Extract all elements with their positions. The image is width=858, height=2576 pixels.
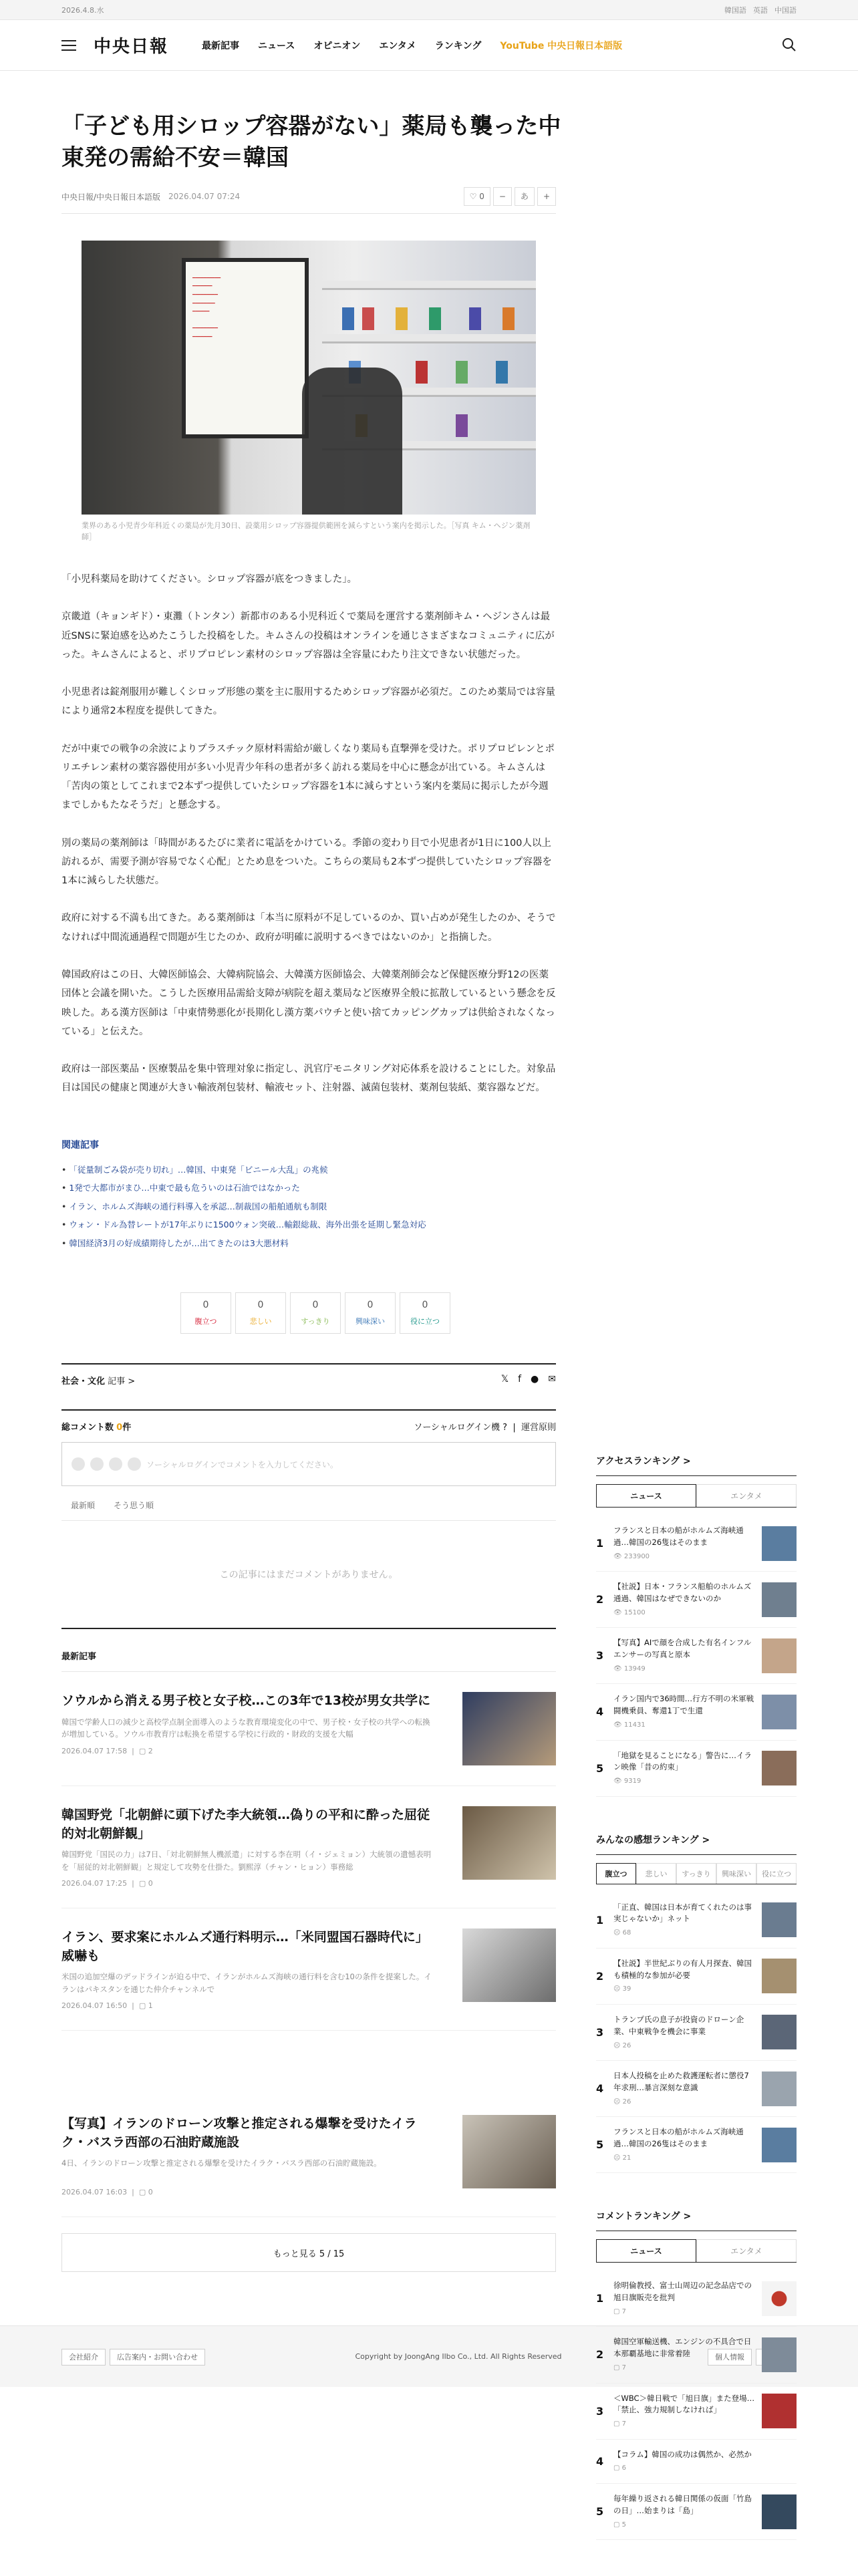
nav-news[interactable]: ニュース [258,40,295,51]
tab-helpful[interactable]: 役に立つ [756,1863,797,1884]
related-link[interactable]: • 1発で大都市がまひ…中東で最も危ういのは石油ではなかった [61,1179,556,1197]
news-desc: 米国の追加空爆のデッドラインが迫る中で、イランがホルムズ海峡の通行料を含む10の条件を提案した。イランはパキスタンを通じた仲介チャンネルで [61,1972,432,1994]
mail-share-icon[interactable]: ✉ [548,1374,556,1385]
article-tools [464,187,556,206]
office-chair [302,368,402,515]
current-date: 2026.4.8.水 [61,5,104,15]
section-bar [61,1363,556,1387]
sidebar [596,1454,797,2576]
related-link[interactable]: • 韓国経済3月の好成績期待したが…出てきたのは3大悪材料 [61,1234,556,1253]
comment-icon: ▢ [138,1879,146,1888]
sort-agree[interactable]: そう思う順 [114,1501,154,1511]
footer-link-ads[interactable]: 広告案内・お問い合わせ [110,2349,205,2366]
related-title: 関連記事 [61,1139,99,1151]
pharmacy-notice: ━━━━━━━━━━ ━━━━━━━ ━━━━━━━━━ ━━━━━━━━ ━━━━━━ ━━━━━━━━━ ━━━━━━━ [182,258,309,438]
latest-title: 最新記事 [61,1649,556,1672]
tab-interesting[interactable]: 興味深い [716,1863,756,1884]
comment-section [61,1409,556,1629]
footer-link-company[interactable]: 会社紹介 [61,2349,106,2366]
comment-icon: ▢ [138,2001,146,2011]
ranking-item[interactable]: 4 イラン国内で36時間…行方不明の米軍戦闘機乗員、奪還1丁で生還 👁 11431 [596,1684,797,1740]
nav-latest[interactable]: 最新記事 [202,40,240,51]
nav-youtube[interactable]: YouTube 中央日報日本語版 [500,40,623,51]
ranking-item[interactable]: 1 「正直、韓国は日本が育てくれたのは事実じゃないか」ネット ☹ 68 [596,1892,797,1949]
comment-icon: ▢ [138,1746,146,1755]
comment-count: 0 [116,1423,123,1433]
article-header [61,71,797,214]
tab-news[interactable]: ニュース [596,2239,696,2262]
news-desc: 韓国野党「国民の力」は7日、「対北朝鮮無人機派遣」に対する李在明（イ・ジェミョン）大統領の遺憾表明を「屈従的対北朝鮮観」と規定して攻勢を仕掛た。劉熙淳（チャン・ヒョン）事務総 [61,1850,432,1872]
news-thumbnail[interactable] [462,1928,556,2002]
access-ranking-title[interactable]: アクセスランキング > [596,1454,797,1476]
paragraph: 別の薬局の薬剤師は「時間があるたびに業者に電話をかけている。季節の変わり目で小児患者が1日に100人以上訪れるが、需要予測が容易でなく心配」とため息をついた。こちらの薬局も2本ずつ提供していたシロップ容器を1本に減らした状態だ。 [61,837,552,887]
reaction-buttons [180,1292,797,1334]
comment-placeholder: ソーシャルログインでコメントを入力してください。 [146,1459,338,1469]
news-title[interactable]: ソウルから消える男子校と女子校…この3年で13校が男女共学に [61,1693,431,1709]
x-login-icon[interactable] [72,1457,85,1471]
social-login-label[interactable]: ソーシャルログイン機 ? [414,1423,508,1433]
reaction-sad[interactable]: 0 悲しい [235,1292,286,1334]
tab-entertainment[interactable]: エンタメ [696,2239,797,2262]
article-meta [61,191,556,214]
section-link[interactable]: 社会・文化 記事 > [61,1377,136,1387]
paragraph: 政府に対する不満も出てきた。ある薬剤師は「本当に原料が不足しているのか、買い占めが発生したのか、そうでなければ中間流通過程で問題が生じたのか、政府が明確に説明するべきではないのか」と指摘した。 [61,913,556,943]
ranking-item[interactable]: 2 【社説】日本・フランス船舶のホルムズ通過、韓国はなぜできないのか 👁 15100 [596,1572,797,1628]
chat-share-icon[interactable]: ● [531,1374,539,1385]
policy-link[interactable]: 運営原則 [521,1423,556,1433]
comment-empty-message: この記事にはまだコメントがありません。 [61,1521,556,1629]
tab-entertainment[interactable]: エンタメ [696,1484,797,1507]
related-link[interactable]: • イラン、ホルムズ海峡の通行料導入を承認…制裁国の船舶通航も制限 [61,1197,556,1216]
news-title[interactable]: イラン、要求案にホルムズ通行料明示…「米同盟国石器時代に」威嚇も [61,1930,428,1963]
font-increase-button[interactable]: + [537,187,556,206]
reaction-helpful[interactable]: 0 役に立つ [400,1292,450,1334]
copyright: Copyright by JoongAng Ilbo Co., Ltd. All Rights Reserved [355,2352,562,2362]
related-link[interactable]: • ウォン・ドル為替レートが17年ぶりに1500ウォン突破…輸銀総裁、海外出張を延期し緊急対応 [61,1215,556,1234]
access-ranking [596,1454,797,1797]
language-links [718,5,797,15]
ranking-item[interactable]: 5 毎年繰り返される韓日関係の仮面「竹島の日」…始まりは「島」 ▢ 5 [596,2484,797,2540]
chat-login-icon[interactable] [109,1457,122,1471]
byline: 中央日報/中央日報日本語版 [61,192,161,202]
photo-caption: 業界のある小児青少年科近くの薬局が先月30日、設薬用シロップ容器提供範囲を減らすという案内を掲示した。［写真 キム・ヘジン薬剤師］ [82,521,531,542]
news-item[interactable]: 【写真】イランのドローン攻撃と推定される爆撃を受けたイラク・バスラ西部の石油貯蔵施設 4日、イランのドローン攻撃と推定される爆撃を受けたイラク・バスラ西部の石油貯蔵施設。 2026.04.07 16:03 | ▢ 0 [61,2095,556,2217]
ranking-item[interactable]: 3 ＜WBC＞韓日戦で「旭日旗」また登場…「禁止、強力規制しなければ」 ▢ 7 [596,2384,797,2440]
lang-link-en[interactable]: 英語 [753,5,768,15]
font-size-label: あ [515,187,535,206]
ranking-item[interactable]: 4 【コラム】韓国の成功は偶然か、必然か ▢ 6 [596,2440,797,2484]
ranking-item[interactable]: 3 トランプ氏の息子が投資のドローン企業、中東戦争を機会に事業 ☹ 26 [596,2005,797,2061]
top-bar [0,0,858,20]
paragraph: 京畿道（キョンギド）・東灘（トンタン）新都市のある小児科近くで薬局を運営する薬剤師キム・ヘジンさんは最近SNSに緊迫感を込めたこうした投稿をした。キムさんの投稿はオンラインを通じさまざまなコミュニティに広がった。キムさんによると、ポリプロピレン素材のシロップ容器は全容量にわたり注文できない状態だった。 [61,611,555,660]
reaction-interesting[interactable]: 0 興味深い [345,1292,396,1334]
emotion-ranking [596,1833,797,2174]
nav-opinion[interactable]: オピニオン [313,40,361,51]
article-photo [82,241,536,515]
ranking-item[interactable]: 4 日本人投稿を止めた救護運転者に懲役7年求刑…暴言深刻な意識 ☹ 26 [596,2061,797,2117]
article-figure [82,241,536,543]
lang-link-zh[interactable]: 中国語 [774,5,797,15]
yahoo-login-icon[interactable] [128,1457,141,1471]
comment-input[interactable] [61,1442,556,1486]
ranking-item[interactable]: 2 韓国空軍輸送機、エンジンの不具合で日本那覇基地に非常着陸 ▢ 7 [596,2327,797,2383]
news-item[interactable]: 韓国野党「北朝鮮に頭下げた李大統領…偽りの平和に酔った屈従的対北朝鮮観」 韓国野党「国民の力」は7日、「対北朝鮮無人機派遣」に対する李在明（イ・ジェミョン）大統領の遺憾表明を「屈従的対北朝鮮観」と規定して攻勢を仕掛た。劉熙淳（チャン・ヒョン）事務総 2026.04.07 17:25 | ▢ 0 [61,1786,556,1908]
like-count: 0 [479,191,484,201]
font-decrease-button[interactable]: − [493,187,512,206]
paragraph: 「小児科薬局を助けてください。シロップ容器が底をつきました」。 [61,574,357,585]
search-icon[interactable] [782,37,797,52]
tab-angry[interactable]: 腹立つ [596,1863,636,1884]
sort-latest[interactable]: 最新順 [71,1501,96,1511]
reaction-relieved[interactable]: 0 すっきり [290,1292,341,1334]
ranking-item[interactable]: 5 フランスと日本の船がホルムズ海峡通過…韓国の26隻はそのまま ☹ 21 [596,2117,797,2173]
comment-header: 総コメント数 0件 ソーシャルログイン機 ? | 運営原則 [61,1423,556,1433]
tab-sad[interactable]: 悲しい [636,1863,676,1884]
facebook-share-icon[interactable]: f [518,1374,522,1385]
news-thumbnail[interactable] [462,2115,556,2188]
news-title[interactable]: 韓国野党「北朝鮮に頭下げた李大統領…偽りの平和に酔った屈従的対北朝鮮観」 [61,1808,430,1841]
x-share-icon[interactable]: 𝕏 [500,1374,509,1385]
news-item[interactable]: ソウルから消える男子校と女子校…この3年で13校が男女共学に 韓国で学齢人口の減少と高校学点制全面導入のような教育環境変化の中で、男子校・女子校の共学への転換が増加している。ソウル市教育庁は転換を希望する学校に行政的・財政的支援を大幅 2026.04.07 17:58 | ▢ 2 [61,1672,556,1786]
article-body [61,570,556,1098]
footer-link-privacy[interactable]: 個人情報 [708,2349,752,2366]
publish-date: 2026.04.07 07:24 [168,192,241,202]
comment-sort-tabs [61,1499,556,1521]
lang-link-ko[interactable]: 韓国語 [724,5,746,15]
global-nav [0,20,858,71]
nav-entertainment[interactable]: エンタメ [379,40,416,51]
paragraph: 政府は一部医薬品・医療製品を集中管理対象に指定し、汎官庁モニタリング対応体系を設けることにした。対象品目は国民の健康と関連が大きい輸液剤包装材、輸液セット、注射器、滅菌包装材、薬剤包装紙、薬容器などだ。 [61,1064,556,1094]
paragraph: だが中東での戦争の余波によりプラスチック原材料需給が厳しくなり薬局も直撃弾を受けた。ポリプロピレンとポリエチレン素材の薬容器使用が多い小児青少年科の患者が多く訪れる薬局を中心に懸念が出ている。キムさんは「苦肉の策としてこれまで2本ずつ提供していたシロップ容器を1本に減らすという案内を薬局に掲示したが今週までしかもたなそうだ」と懸念する。 [61,743,555,811]
news-desc: 韓国で学齢人口の減少と高校学点制全面導入のような教育環境変化の中で、男子校・女子校の共学への転換が増加している。ソウル市教育庁は転換を希望する学校に行政的・財政的支援を大幅 [61,1717,430,1739]
share-buttons [501,1374,556,1387]
tab-news[interactable]: ニュース [596,1484,696,1507]
load-more-button[interactable]: もっと見る 5 / 15 [61,2233,556,2272]
like-button[interactable]: ♡ 0 [464,187,490,206]
news-thumbnail[interactable] [462,1806,556,1880]
ranking-item[interactable]: 2 【社説】半世紀ぶりの有人月探査、韓国も積極的な参加が必要 ☹ 39 [596,1949,797,2005]
nav-ranking[interactable]: ランキング [434,40,482,51]
comment-icon: ▢ [138,2188,146,2197]
article-headline: 「子ども用シロップ容器がない」薬局も襲った中東発の需給不安＝韓国 [61,113,561,171]
ranking-item[interactable]: 5 「地獄を見ることになる」警告に…イラン映像「昔の約束」 👁 9319 [596,1741,797,1797]
ranking-item[interactable]: 1 フランスと日本の船がホルムズ海峡通過…韓国の26隻はそのまま 👁 233900 [596,1516,797,1572]
tab-relieved[interactable]: すっきり [676,1863,716,1884]
ranking-item[interactable]: 3 【写真】AIで顔を合成した有名インフルエンサーの写真と原本 👁 13949 [596,1628,797,1684]
facebook-login-icon[interactable] [90,1457,104,1471]
emotion-ranking-title[interactable]: みんなの感想ランキング > [596,1833,797,1855]
main-menu [202,39,622,52]
site-logo[interactable]: 中央日報 [94,37,169,57]
menu-icon[interactable] [61,40,76,51]
ranking-item[interactable]: 1 徐明倫教授、富士山周辺の記念品店での旭日旗販売を批判 ▢ 7 [596,2271,797,2327]
comment-ranking-title[interactable]: コメントランキング > [596,2209,797,2231]
paragraph: 韓国政府はこの日、大韓医師協会、大韓病院協会、大韓漢方医師協会、大韓薬剤師会など保健医療分野12の医薬団体と会議を開いた。こうした医療用品需給支障が病院を超え薬局など医療界全般に拡散しているという懸念を反映した。ある漢方医師は「中東情勢悪化が長期化し漢方薬パウチと使い捨てカッピングカップは供給されなくなっている」と伝えた。 [61,969,556,1037]
news-title[interactable]: 【写真】イランのドローン攻撃と推定される爆撃を受けたイラク・バスラ西部の石油貯蔵施設 [61,2116,417,2150]
news-item[interactable]: イラン、要求案にホルムズ通行料明示…「米同盟国石器時代に」威嚇も 米国の追加空爆のデッドラインが迫る中で、イランがホルムズ海峡の通行料を含む10の条件を提案した。イランはパキスタンを通じた仲介チャンネルで 2026.04.07 16:50 | ▢ 1 [61,1908,556,2031]
comment-ranking [596,2209,797,2540]
reaction-angry[interactable]: 0 腹立つ [180,1292,231,1334]
related-articles [61,1138,556,1253]
news-desc: 4日、イランのドローン攻撃と推定される爆撃を受けたイラク・バスラ西部の石油貯蔵施設。 [61,2158,382,2168]
related-link[interactable]: • 「従量制ごみ袋が売り切れ」…韓国、中東発「ビニール大乱」の兆候 [61,1161,556,1179]
news-thumbnail[interactable] [462,1692,556,1765]
paragraph: 小児患者は錠剤服用が難しくシロップ形態の薬を主に服用するためシロップ容器が必須だ。このため薬局では容量により通常2本程度を提供してきた。 [61,687,555,717]
